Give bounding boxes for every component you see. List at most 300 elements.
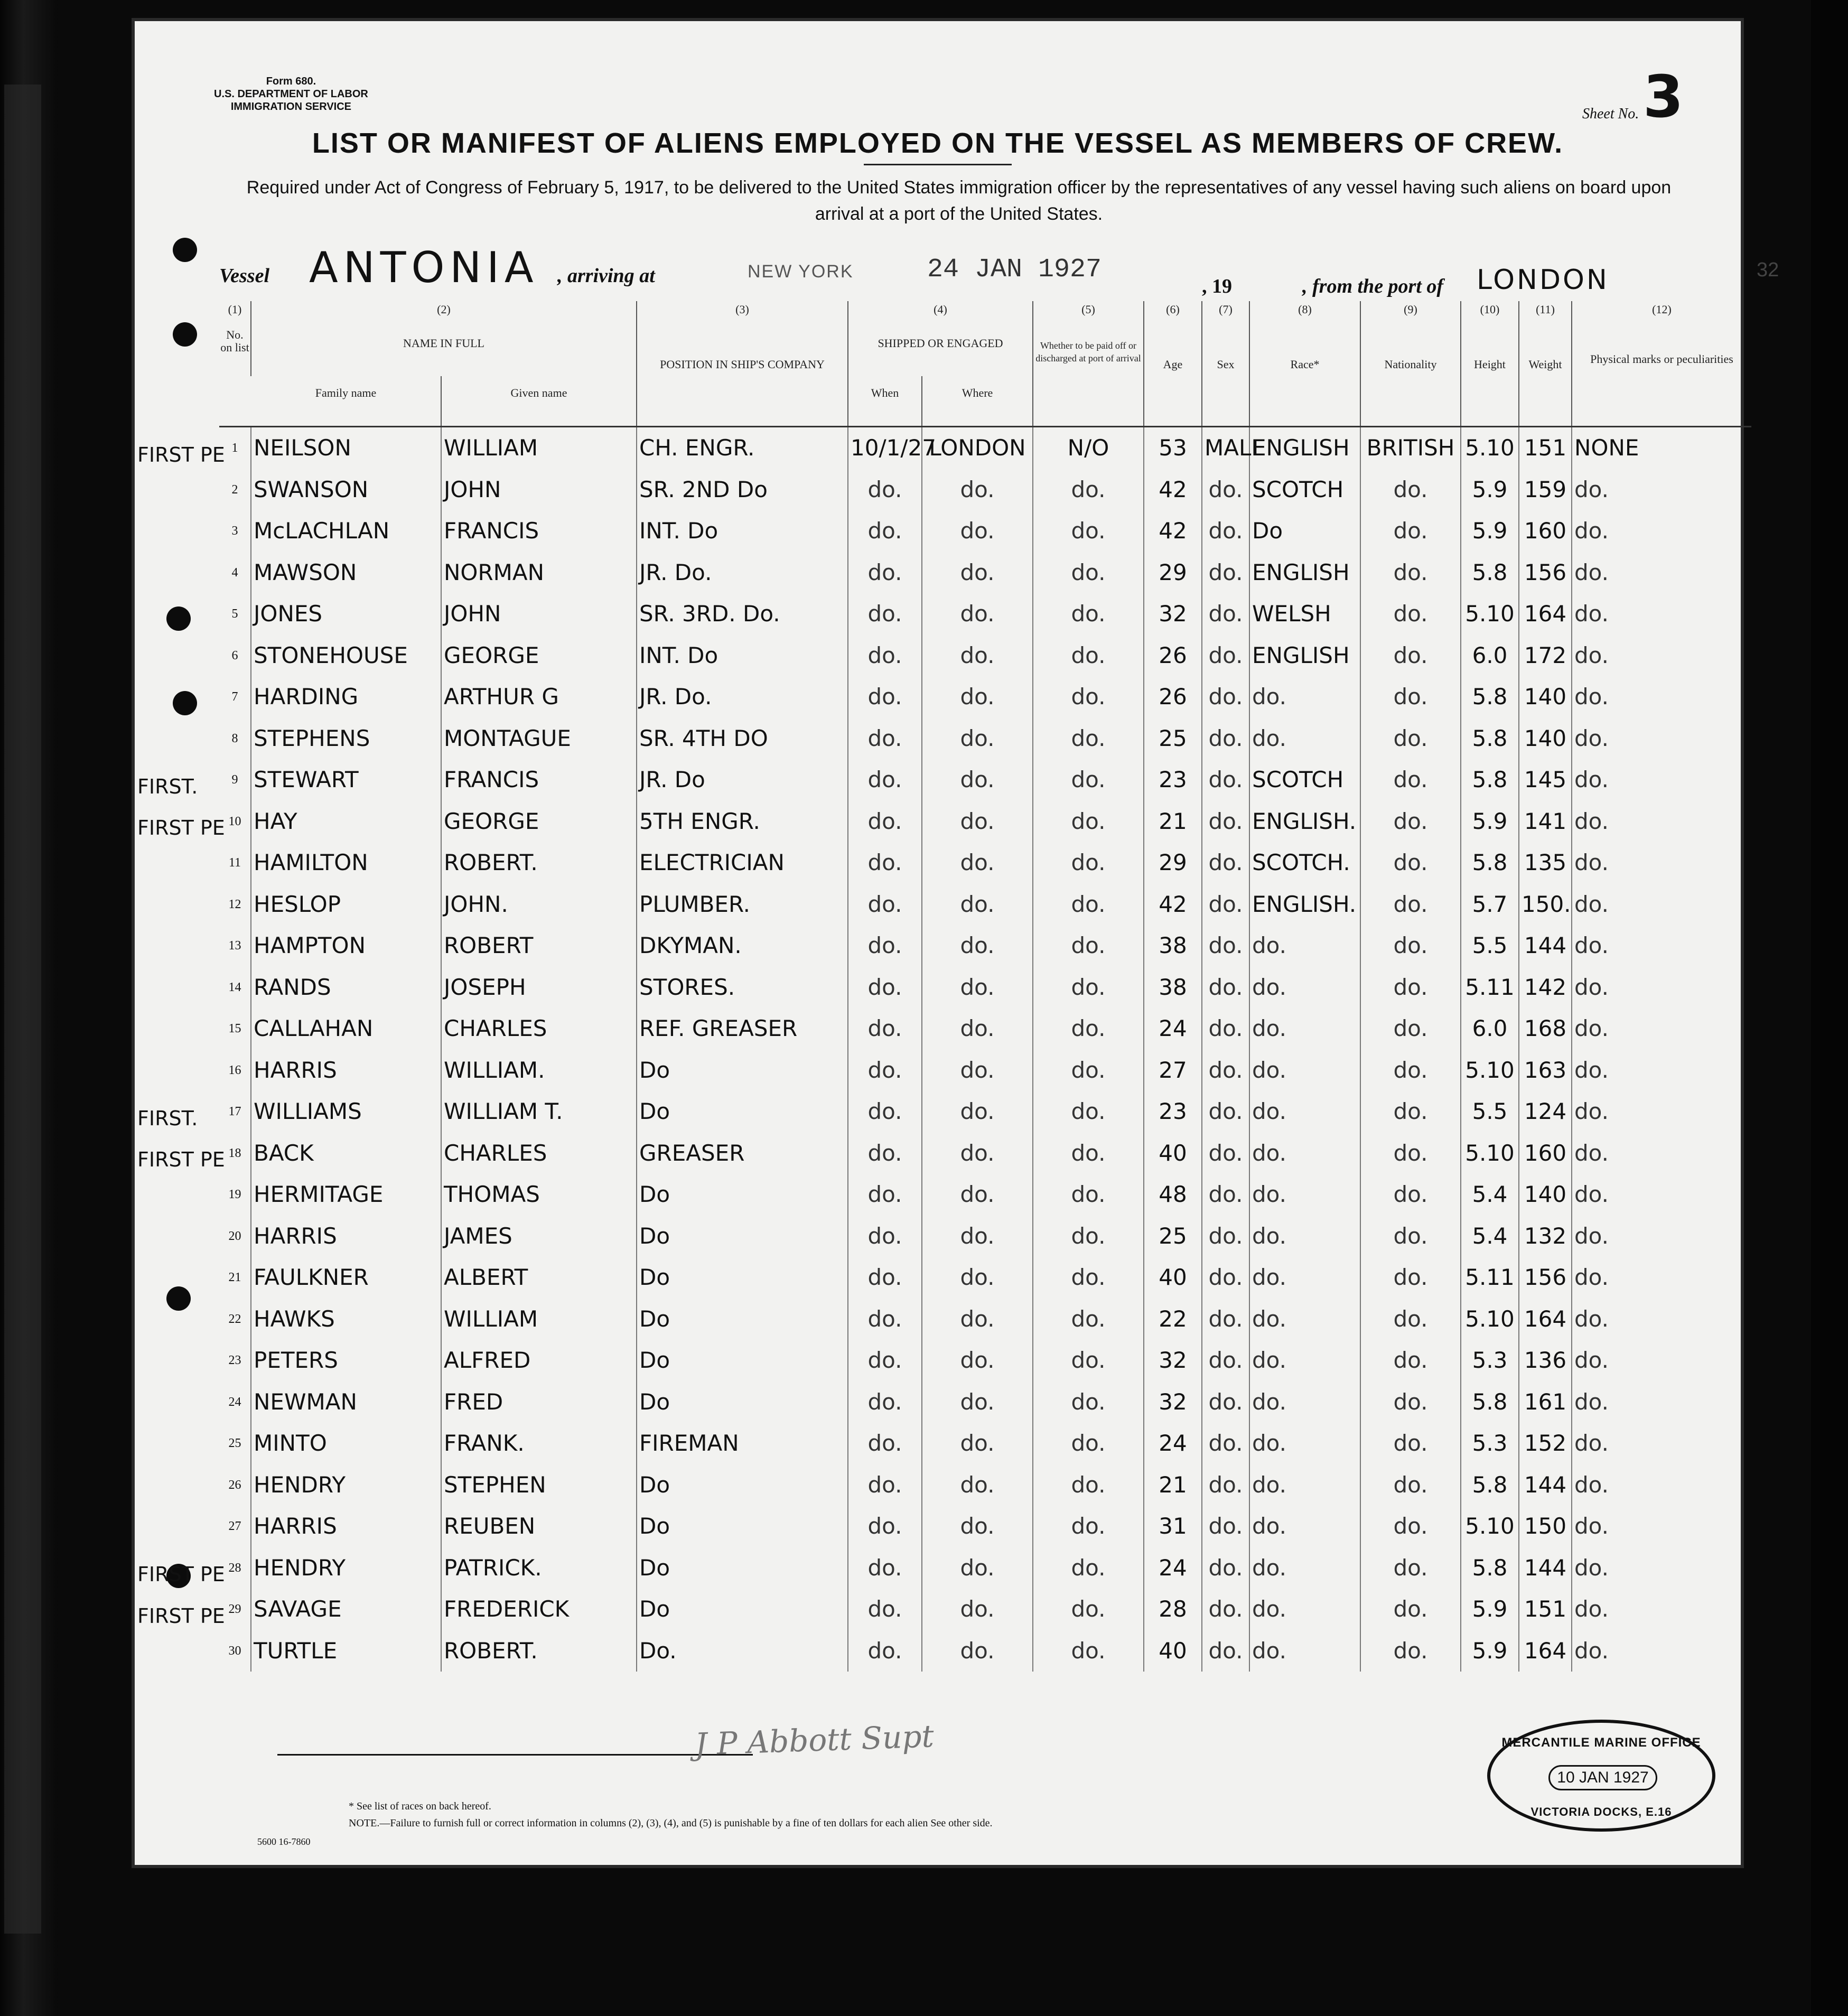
cell-sex: do. bbox=[1202, 1340, 1249, 1382]
cell-nationality: do. bbox=[1360, 635, 1461, 677]
cell-paid: do. bbox=[1033, 1423, 1144, 1464]
cell-family: HESLOP bbox=[251, 884, 441, 926]
cell-no: 11 bbox=[228, 856, 241, 870]
cell-family: JONES bbox=[251, 593, 441, 635]
department: U.S. DEPARTMENT OF LABOR bbox=[214, 88, 368, 100]
cell-sex: MALE bbox=[1202, 427, 1249, 469]
cell-position: Do bbox=[637, 1216, 848, 1257]
cell-race: do. bbox=[1249, 676, 1360, 718]
cell-given: GEORGE bbox=[441, 801, 637, 843]
cell-family: HAY bbox=[251, 801, 441, 843]
cell-height: 5.8 bbox=[1461, 676, 1519, 718]
cell-no: 24 bbox=[228, 1395, 241, 1409]
cell-marks: do. bbox=[1572, 1382, 1751, 1423]
cell-no: 6 bbox=[231, 648, 238, 662]
cell-position: PLUMBER. bbox=[637, 884, 848, 926]
cell-position: GREASER bbox=[637, 1133, 848, 1174]
cell-no: 4 bbox=[231, 565, 238, 580]
cell-marks: do. bbox=[1572, 759, 1751, 801]
cell-given: NORMAN bbox=[441, 552, 637, 594]
cell-position: Do. bbox=[637, 1630, 848, 1672]
year-label: , 19 bbox=[1202, 275, 1232, 297]
cell-no: 3 bbox=[231, 524, 238, 538]
cell-age: 26 bbox=[1144, 635, 1202, 677]
cell-where: do. bbox=[922, 1257, 1033, 1299]
cell-where: do. bbox=[922, 1547, 1033, 1589]
cell-given: ALFRED bbox=[441, 1340, 637, 1382]
cell-family: TURTLE bbox=[251, 1630, 441, 1672]
cell-race: do. bbox=[1249, 1589, 1360, 1630]
cell-marks: do. bbox=[1572, 1050, 1751, 1091]
mercantile-marine-stamp bbox=[1487, 1720, 1715, 1832]
cell-race: ENGLISH bbox=[1249, 635, 1360, 677]
sheet-number-label: Sheet No. bbox=[1582, 106, 1639, 122]
cell-sex: do. bbox=[1202, 718, 1249, 760]
cell-nationality: do. bbox=[1360, 1091, 1461, 1133]
cell-height: 5.10 bbox=[1461, 1133, 1519, 1174]
cell-height: 5.9 bbox=[1461, 1630, 1519, 1672]
cell-given: FRANK. bbox=[441, 1423, 637, 1464]
cell-marks: do. bbox=[1572, 1216, 1751, 1257]
cell-height: 5.10 bbox=[1461, 593, 1519, 635]
cell-marks: do. bbox=[1572, 1547, 1751, 1589]
cell-height: 5.8 bbox=[1461, 552, 1519, 594]
cell-sex: do. bbox=[1202, 1589, 1249, 1630]
cell-paid: do. bbox=[1033, 1050, 1144, 1091]
arrival-date-stamp: 24 JAN 1927 bbox=[927, 255, 1102, 285]
vessel-label: Vessel bbox=[219, 265, 269, 287]
cell-when: do. bbox=[848, 1630, 922, 1672]
cell-sex: do. bbox=[1202, 925, 1249, 967]
cell-where: LONDON bbox=[922, 427, 1033, 469]
cell-weight: 164 bbox=[1519, 593, 1572, 635]
cell-where: do. bbox=[922, 1464, 1033, 1506]
cell-race: ENGLISH bbox=[1249, 427, 1360, 469]
cell-sex: do. bbox=[1202, 967, 1249, 1009]
cell-nationality: do. bbox=[1360, 510, 1461, 552]
from-port-label: , from the port of bbox=[1302, 275, 1444, 297]
cell-race: do. bbox=[1249, 1506, 1360, 1547]
cell-position: Do bbox=[637, 1299, 848, 1340]
cell-no: 23 bbox=[228, 1354, 241, 1368]
cell-where: do. bbox=[922, 1506, 1033, 1547]
cell-sex: do. bbox=[1202, 1299, 1249, 1340]
cell-sex: do. bbox=[1202, 1008, 1249, 1050]
cell-nationality: BRITISH bbox=[1360, 427, 1461, 469]
table-row bbox=[219, 1630, 1751, 1672]
cell-position: INT. Do bbox=[637, 510, 848, 552]
cell-family: HARRIS bbox=[251, 1050, 441, 1091]
header-when: When bbox=[848, 376, 922, 427]
cell-marks: do. bbox=[1572, 552, 1751, 594]
cell-given: WILLIAM bbox=[441, 1299, 637, 1340]
cell-marks: do. bbox=[1572, 1630, 1751, 1672]
cell-weight: 136 bbox=[1519, 1340, 1572, 1382]
cell-when: do. bbox=[848, 1008, 922, 1050]
cell-marks: do. bbox=[1572, 1091, 1751, 1133]
cell-where: do. bbox=[922, 510, 1033, 552]
cell-height: 5.10 bbox=[1461, 1299, 1519, 1340]
cell-given: FRED bbox=[441, 1382, 637, 1423]
cell-paid: do. bbox=[1033, 1382, 1144, 1423]
cell-age: 42 bbox=[1144, 469, 1202, 511]
cell-no: 2 bbox=[231, 482, 238, 497]
table-row bbox=[219, 925, 1751, 967]
cell-height: 5.9 bbox=[1461, 510, 1519, 552]
cell-paid: do. bbox=[1033, 1216, 1144, 1257]
cell-weight: 160 bbox=[1519, 510, 1572, 552]
cell-sex: do. bbox=[1202, 1174, 1249, 1216]
cell-weight: 144 bbox=[1519, 925, 1572, 967]
cell-age: 48 bbox=[1144, 1174, 1202, 1216]
cell-family: WILLIAMS bbox=[251, 1091, 441, 1133]
cell-age: 23 bbox=[1144, 759, 1202, 801]
cell-when: do. bbox=[848, 1547, 922, 1589]
cell-race: SCOTCH. bbox=[1249, 842, 1360, 884]
cell-age: 29 bbox=[1144, 842, 1202, 884]
cell-weight: 168 bbox=[1519, 1008, 1572, 1050]
cell-no: 22 bbox=[228, 1312, 241, 1326]
table-row bbox=[219, 842, 1751, 884]
cell-where: do. bbox=[922, 925, 1033, 967]
arriving-place: NEW YORK bbox=[748, 262, 854, 282]
cell-sex: do. bbox=[1202, 510, 1249, 552]
cell-marks: do. bbox=[1572, 510, 1751, 552]
cell-when: do. bbox=[848, 1589, 922, 1630]
table-row bbox=[219, 469, 1751, 511]
scan-edge-right bbox=[1811, 0, 1848, 2016]
cell-marks: do. bbox=[1572, 635, 1751, 677]
cell-race: Do bbox=[1249, 510, 1360, 552]
cell-position: JR. Do. bbox=[637, 676, 848, 718]
cell-race: do. bbox=[1249, 1008, 1360, 1050]
cell-age: 42 bbox=[1144, 510, 1202, 552]
header-position: POSITION IN SHIP'S COMPANY bbox=[637, 326, 848, 427]
cell-when: do. bbox=[848, 884, 922, 926]
cell-given: JOSEPH bbox=[441, 967, 637, 1009]
cell-height: 5.8 bbox=[1461, 1547, 1519, 1589]
cell-weight: 164 bbox=[1519, 1299, 1572, 1340]
cell-no: 10 bbox=[228, 814, 241, 828]
cell-nationality: do. bbox=[1360, 1423, 1461, 1464]
cell-where: do. bbox=[922, 552, 1033, 594]
cell-paid: do. bbox=[1033, 925, 1144, 967]
cell-race: ENGLISH bbox=[1249, 552, 1360, 594]
cell-family: NEILSON bbox=[251, 427, 441, 469]
cell-family: STEPHENS bbox=[251, 718, 441, 760]
cell-paid: do. bbox=[1033, 593, 1144, 635]
cell-height: 5.9 bbox=[1461, 801, 1519, 843]
cell-position: Do bbox=[637, 1050, 848, 1091]
cell-sex: do. bbox=[1202, 1547, 1249, 1589]
cell-weight: 156 bbox=[1519, 1257, 1572, 1299]
officer-signature: J P Abbott Supt bbox=[694, 1718, 935, 1762]
cell-given: THOMAS bbox=[441, 1174, 637, 1216]
cell-marks: do. bbox=[1572, 1299, 1751, 1340]
cell-when: do. bbox=[848, 1340, 922, 1382]
cell-weight: 144 bbox=[1519, 1464, 1572, 1506]
cell-age: 32 bbox=[1144, 1340, 1202, 1382]
cell-no: 1 bbox=[231, 441, 238, 455]
cell-paid: do. bbox=[1033, 801, 1144, 843]
cell-sex: do. bbox=[1202, 759, 1249, 801]
manifest-table bbox=[219, 301, 1751, 1672]
cell-family: SWANSON bbox=[251, 469, 441, 511]
cell-where: do. bbox=[922, 1382, 1033, 1423]
cell-weight: 159 bbox=[1519, 469, 1572, 511]
cell-age: 32 bbox=[1144, 1382, 1202, 1423]
table-row bbox=[219, 1299, 1751, 1340]
cell-weight: 152 bbox=[1519, 1423, 1572, 1464]
page-stamp: 32 bbox=[1757, 259, 1779, 281]
cell-family: SAVAGE bbox=[251, 1589, 441, 1630]
table-row bbox=[219, 593, 1751, 635]
cell-position: JR. Do. bbox=[637, 552, 848, 594]
cell-marks: do. bbox=[1572, 1340, 1751, 1382]
cell-where: do. bbox=[922, 718, 1033, 760]
cell-when: do. bbox=[848, 925, 922, 967]
cell-height: 5.8 bbox=[1461, 718, 1519, 760]
cell-marks: do. bbox=[1572, 469, 1751, 511]
header-marks: Physical marks or peculiarities bbox=[1572, 326, 1751, 427]
cell-weight: 132 bbox=[1519, 1216, 1572, 1257]
cell-marks: NONE bbox=[1572, 427, 1751, 469]
cell-family: RANDS bbox=[251, 967, 441, 1009]
cell-height: 5.5 bbox=[1461, 925, 1519, 967]
cell-given: FRANCIS bbox=[441, 759, 637, 801]
margin-note: FIRST PE bbox=[137, 816, 225, 839]
cell-given: WILLIAM. bbox=[441, 1050, 637, 1091]
cell-nationality: do. bbox=[1360, 552, 1461, 594]
punch-hole bbox=[166, 606, 191, 631]
cell-nationality: do. bbox=[1360, 593, 1461, 635]
cell-family: STONEHOUSE bbox=[251, 635, 441, 677]
cell-when: do. bbox=[848, 1050, 922, 1091]
cell-age: 24 bbox=[1144, 1008, 1202, 1050]
cell-weight: 142 bbox=[1519, 967, 1572, 1009]
cell-no: 26 bbox=[228, 1478, 241, 1492]
cell-age: 38 bbox=[1144, 967, 1202, 1009]
cell-position: REF. GREASER bbox=[637, 1008, 848, 1050]
cell-position: Do bbox=[637, 1340, 848, 1382]
cell-paid: do. bbox=[1033, 1340, 1144, 1382]
cell-nationality: do. bbox=[1360, 801, 1461, 843]
cell-family: MAWSON bbox=[251, 552, 441, 594]
cell-paid: do. bbox=[1033, 1091, 1144, 1133]
table-row bbox=[219, 1091, 1751, 1133]
cell-height: 5.8 bbox=[1461, 842, 1519, 884]
cell-race: ENGLISH. bbox=[1249, 801, 1360, 843]
cell-sex: do. bbox=[1202, 552, 1249, 594]
stamp-bottom-text: VICTORIA DOCKS, E.16 bbox=[1530, 1805, 1672, 1818]
table-row bbox=[219, 1008, 1751, 1050]
cell-position: Do bbox=[637, 1174, 848, 1216]
cell-no: 13 bbox=[228, 939, 241, 953]
cell-no: 15 bbox=[228, 1022, 241, 1036]
cell-family: NEWMAN bbox=[251, 1382, 441, 1423]
cell-given: ROBERT. bbox=[441, 842, 637, 884]
cell-where: do. bbox=[922, 884, 1033, 926]
cell-no: 12 bbox=[228, 897, 241, 911]
cell-paid: do. bbox=[1033, 469, 1144, 511]
header-height: Height bbox=[1461, 326, 1519, 427]
table-row bbox=[219, 1423, 1751, 1464]
cell-nationality: do. bbox=[1360, 1464, 1461, 1506]
cell-marks: do. bbox=[1572, 967, 1751, 1009]
cell-no: 20 bbox=[228, 1229, 241, 1243]
cell-nationality: do. bbox=[1360, 1547, 1461, 1589]
cell-weight: 163 bbox=[1519, 1050, 1572, 1091]
cell-paid: do. bbox=[1033, 842, 1144, 884]
cell-when: do. bbox=[848, 635, 922, 677]
printer-mark: 5600 16-7860 bbox=[257, 1836, 311, 1847]
cell-marks: do. bbox=[1572, 1174, 1751, 1216]
header-sex: Sex bbox=[1202, 326, 1249, 427]
cell-paid: do. bbox=[1033, 1174, 1144, 1216]
cell-where: do. bbox=[922, 1091, 1033, 1133]
cell-position: DKYMAN. bbox=[637, 925, 848, 967]
cell-when: do. bbox=[848, 1216, 922, 1257]
cell-nationality: do. bbox=[1360, 925, 1461, 967]
cell-weight: 140 bbox=[1519, 676, 1572, 718]
header-race: Race* bbox=[1249, 326, 1360, 427]
cell-when: do. bbox=[848, 1299, 922, 1340]
cell-age: 24 bbox=[1144, 1547, 1202, 1589]
cell-age: 21 bbox=[1144, 1464, 1202, 1506]
cell-position: Do bbox=[637, 1464, 848, 1506]
cell-sex: do. bbox=[1202, 1216, 1249, 1257]
cell-when: do. bbox=[848, 759, 922, 801]
cell-when: do. bbox=[848, 842, 922, 884]
cell-when: do. bbox=[848, 676, 922, 718]
cell-family: HAMPTON bbox=[251, 925, 441, 967]
cell-no: 9 bbox=[231, 773, 238, 787]
form-number: Form 680. bbox=[266, 76, 316, 87]
cell-paid: N/O bbox=[1033, 427, 1144, 469]
col-num-10: (10) bbox=[1461, 301, 1519, 326]
cell-when: do. bbox=[848, 469, 922, 511]
cell-position: INT. Do bbox=[637, 635, 848, 677]
cell-sex: do. bbox=[1202, 1464, 1249, 1506]
cell-where: do. bbox=[922, 967, 1033, 1009]
cell-marks: do. bbox=[1572, 1257, 1751, 1299]
cell-weight: 151 bbox=[1519, 427, 1572, 469]
cell-position: Do bbox=[637, 1506, 848, 1547]
cell-where: do. bbox=[922, 1589, 1033, 1630]
table-row bbox=[219, 967, 1751, 1009]
cell-family: CALLAHAN bbox=[251, 1008, 441, 1050]
cell-when: do. bbox=[848, 1133, 922, 1174]
cell-paid: do. bbox=[1033, 1133, 1144, 1174]
cell-where: do. bbox=[922, 469, 1033, 511]
punch-hole bbox=[173, 238, 197, 262]
cell-nationality: do. bbox=[1360, 676, 1461, 718]
cell-height: 5.3 bbox=[1461, 1340, 1519, 1382]
cell-position: Do bbox=[637, 1547, 848, 1589]
header-paid-off: Whether to be paid off or discharged at port of arrival bbox=[1033, 326, 1144, 427]
cell-position: STORES. bbox=[637, 967, 848, 1009]
cell-race: do. bbox=[1249, 1174, 1360, 1216]
table-row bbox=[219, 1589, 1751, 1630]
penalty-note: NOTE.—Failure to furnish full or correct information in columns (2), (3), (4), and (5) is punishable by a fine of ten dollars for each alien See other side. bbox=[349, 1817, 993, 1829]
cell-race: SCOTCH bbox=[1249, 759, 1360, 801]
table-row bbox=[219, 510, 1751, 552]
header-row-numbers bbox=[219, 301, 1751, 326]
punch-hole bbox=[173, 691, 197, 715]
cell-nationality: do. bbox=[1360, 884, 1461, 926]
cell-nationality: do. bbox=[1360, 1133, 1461, 1174]
cell-family: McLACHLAN bbox=[251, 510, 441, 552]
table-row bbox=[219, 759, 1751, 801]
margin-note: FIRST. bbox=[137, 1106, 198, 1130]
cell-age: 27 bbox=[1144, 1050, 1202, 1091]
cell-family: STEWART bbox=[251, 759, 441, 801]
cell-when: do. bbox=[848, 1091, 922, 1133]
cell-height: 5.3 bbox=[1461, 1423, 1519, 1464]
cell-age: 26 bbox=[1144, 676, 1202, 718]
cell-paid: do. bbox=[1033, 1547, 1144, 1589]
cell-race: do. bbox=[1249, 925, 1360, 967]
cell-race: do. bbox=[1249, 967, 1360, 1009]
cell-where: do. bbox=[922, 635, 1033, 677]
cell-given: WILLIAM T. bbox=[441, 1091, 637, 1133]
cell-height: 5.8 bbox=[1461, 759, 1519, 801]
cell-family: HAMILTON bbox=[251, 842, 441, 884]
cell-sex: do. bbox=[1202, 676, 1249, 718]
cell-race: do. bbox=[1249, 1091, 1360, 1133]
vessel-line bbox=[219, 243, 1779, 301]
cell-height: 5.4 bbox=[1461, 1216, 1519, 1257]
cell-position: JR. Do bbox=[637, 759, 848, 801]
cell-given: ALBERT bbox=[441, 1257, 637, 1299]
cell-paid: do. bbox=[1033, 1589, 1144, 1630]
cell-weight: 145 bbox=[1519, 759, 1572, 801]
table-row bbox=[219, 1464, 1751, 1506]
header-no-on-list: No. on list bbox=[220, 328, 249, 354]
cell-sex: do. bbox=[1202, 1382, 1249, 1423]
cell-weight: 140 bbox=[1519, 718, 1572, 760]
cell-given: FRANCIS bbox=[441, 510, 637, 552]
cell-race: SCOTCH bbox=[1249, 469, 1360, 511]
cell-age: 42 bbox=[1144, 884, 1202, 926]
cell-nationality: do. bbox=[1360, 718, 1461, 760]
cell-race: do. bbox=[1249, 1257, 1360, 1299]
cell-given: CHARLES bbox=[441, 1133, 637, 1174]
col-num-12: (12) bbox=[1572, 301, 1751, 326]
cell-no: 17 bbox=[228, 1105, 241, 1119]
cell-weight: 156 bbox=[1519, 552, 1572, 594]
cell-age: 38 bbox=[1144, 925, 1202, 967]
cell-when: do. bbox=[848, 1423, 922, 1464]
col-num-5: (5) bbox=[1033, 301, 1144, 326]
cell-position: Do bbox=[637, 1091, 848, 1133]
table-row bbox=[219, 1340, 1751, 1382]
table-row bbox=[219, 1050, 1751, 1091]
cell-when: do. bbox=[848, 552, 922, 594]
cell-paid: do. bbox=[1033, 635, 1144, 677]
adjacent-page-strip bbox=[4, 85, 41, 1934]
cell-marks: do. bbox=[1572, 593, 1751, 635]
cell-sex: do. bbox=[1202, 1506, 1249, 1547]
cell-age: 40 bbox=[1144, 1630, 1202, 1672]
cell-paid: do. bbox=[1033, 1464, 1144, 1506]
header-shipped-engaged: SHIPPED OR ENGAGED bbox=[848, 326, 1033, 376]
col-num-9: (9) bbox=[1360, 301, 1461, 326]
from-port: LONDON bbox=[1477, 264, 1609, 296]
cell-height: 5.10 bbox=[1461, 1506, 1519, 1547]
cell-weight: 172 bbox=[1519, 635, 1572, 677]
table-row bbox=[219, 1133, 1751, 1174]
